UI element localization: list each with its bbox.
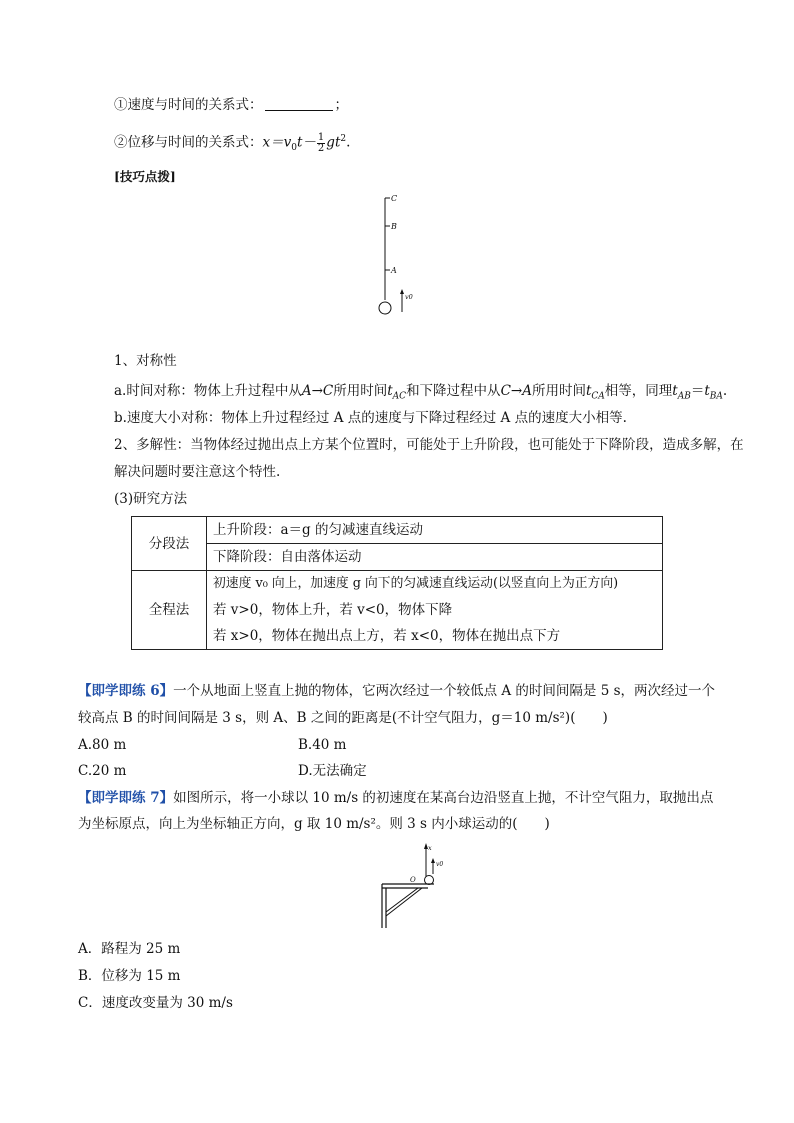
ball [379, 302, 391, 314]
vertical-throw-figure [370, 192, 430, 322]
label-v0: v0 [405, 293, 413, 301]
label-x: x [428, 844, 432, 852]
multi-solution-line-1: 2、多解性：当物体经过抛出点上方某个位置时，可能处于上升阶段，也可能处于下降阶段，造成多解，在 [114, 437, 744, 453]
exercise-6-line-2: 较高点 B 的时间间隔是 3 s，则 A、B 之间的距离是(不计空气阻力，g＝10 m/s²)( ) [78, 710, 608, 726]
method-title: (3)研究方法 [114, 491, 188, 507]
exercise-7-option-c[interactable]: C．速度改变量为 30 m/s [78, 995, 233, 1011]
tip-heading: [技巧点拨] [114, 169, 176, 184]
label-o: O [410, 876, 416, 884]
multi-solution-line-2: 解决问题时要注意这个特性. [114, 464, 281, 480]
whole-desc-cell: 初速度 v₀ 向上，加速度 g 向下的匀减速直线运动(以竖直向上为正方向) [207, 571, 663, 598]
speed-symmetry-line: b.速度大小对称：物体上升过程经过 A 点的速度与下降过程经过 A 点的速度大小相等. [114, 410, 627, 426]
segment-method-cell: 分段法 [132, 517, 207, 571]
exercise-6-line-1: 【即学即练 6】一个从地面上竖直上抛的物体，它两次经过一个较低点 A 的时间间隔是 5 s，两次经过一个 [78, 683, 716, 699]
exercise-7-option-a[interactable]: A．路程为 25 m [78, 941, 181, 957]
label-v0: v0 [436, 861, 444, 868]
descent-cell: 下降阶段：自由落体运动 [207, 544, 663, 571]
ball [425, 876, 434, 885]
research-method-table [131, 516, 663, 650]
displacement-time-line: ②位移与时间的关系式：$x=v_0t-$ $\frac{1}{2}$ $gt^2$. [114, 131, 351, 154]
velocity-arrow-head [400, 289, 404, 294]
exercise-6-option-c[interactable]: C.20 m [78, 763, 127, 779]
table-row [132, 571, 663, 598]
exercise-7-tag: 【即学即练 7】 [78, 790, 174, 806]
platform-brace-2 [386, 888, 422, 916]
exercise-6-tag: 【即学即练 6】 [78, 683, 174, 699]
velocity-time-line: ①速度与时间的关系式： ； [114, 97, 348, 113]
exercise-6-option-b[interactable]: B.40 m [298, 737, 347, 753]
velocity-sign-cell: 若 v>0，物体上升，若 v<0，物体下降 [207, 597, 663, 623]
label-a: A [391, 266, 397, 275]
whole-method-cell: 全程法 [132, 571, 207, 650]
platform-throw-figure [378, 840, 458, 930]
exercise-6-option-a[interactable]: A.80 m [78, 737, 127, 753]
time-symmetry-line: a.时间对称：物体上升过程中从A→C所用时间$t_{AC}$和下降过程中从C→A所用时间$t_{CA}$相等，同理$t_{AB}=t_{BA}$. [114, 383, 728, 402]
table-row [132, 597, 663, 623]
table-row [132, 544, 663, 571]
fraction-half: $\frac{1}{2}$ [317, 131, 325, 154]
velocity-arrow-head [431, 858, 435, 863]
symmetry-title: 1、对称性 [114, 353, 177, 369]
exercise-7-line-1: 【即学即练 7】如图所示，将一小球以 10 m/s 的初速度在某高台边沿竖直上抛，不计空气阻力，取抛出点 [78, 790, 714, 806]
label-b: B [391, 222, 397, 231]
exercise-7-option-b[interactable]: B．位移为 15 m [78, 968, 181, 984]
ascent-cell: 上升阶段：a＝g 的匀减速直线运动 [207, 517, 663, 544]
platform-brace [386, 888, 418, 912]
position-sign-cell: 若 x>0，物体在抛出点上方，若 x<0，物体在抛出点下方 [207, 623, 663, 650]
table-row [132, 623, 663, 650]
exercise-6-option-d[interactable]: D.无法确定 [298, 763, 367, 779]
answer-blank[interactable] [265, 97, 333, 111]
label-c: C [391, 194, 398, 203]
table-row [132, 517, 663, 544]
exercise-7-line-2: 为坐标原点，向上为坐标轴正方向，g 取 10 m/s²。则 3 s 内小球运动的( ) [78, 816, 550, 832]
